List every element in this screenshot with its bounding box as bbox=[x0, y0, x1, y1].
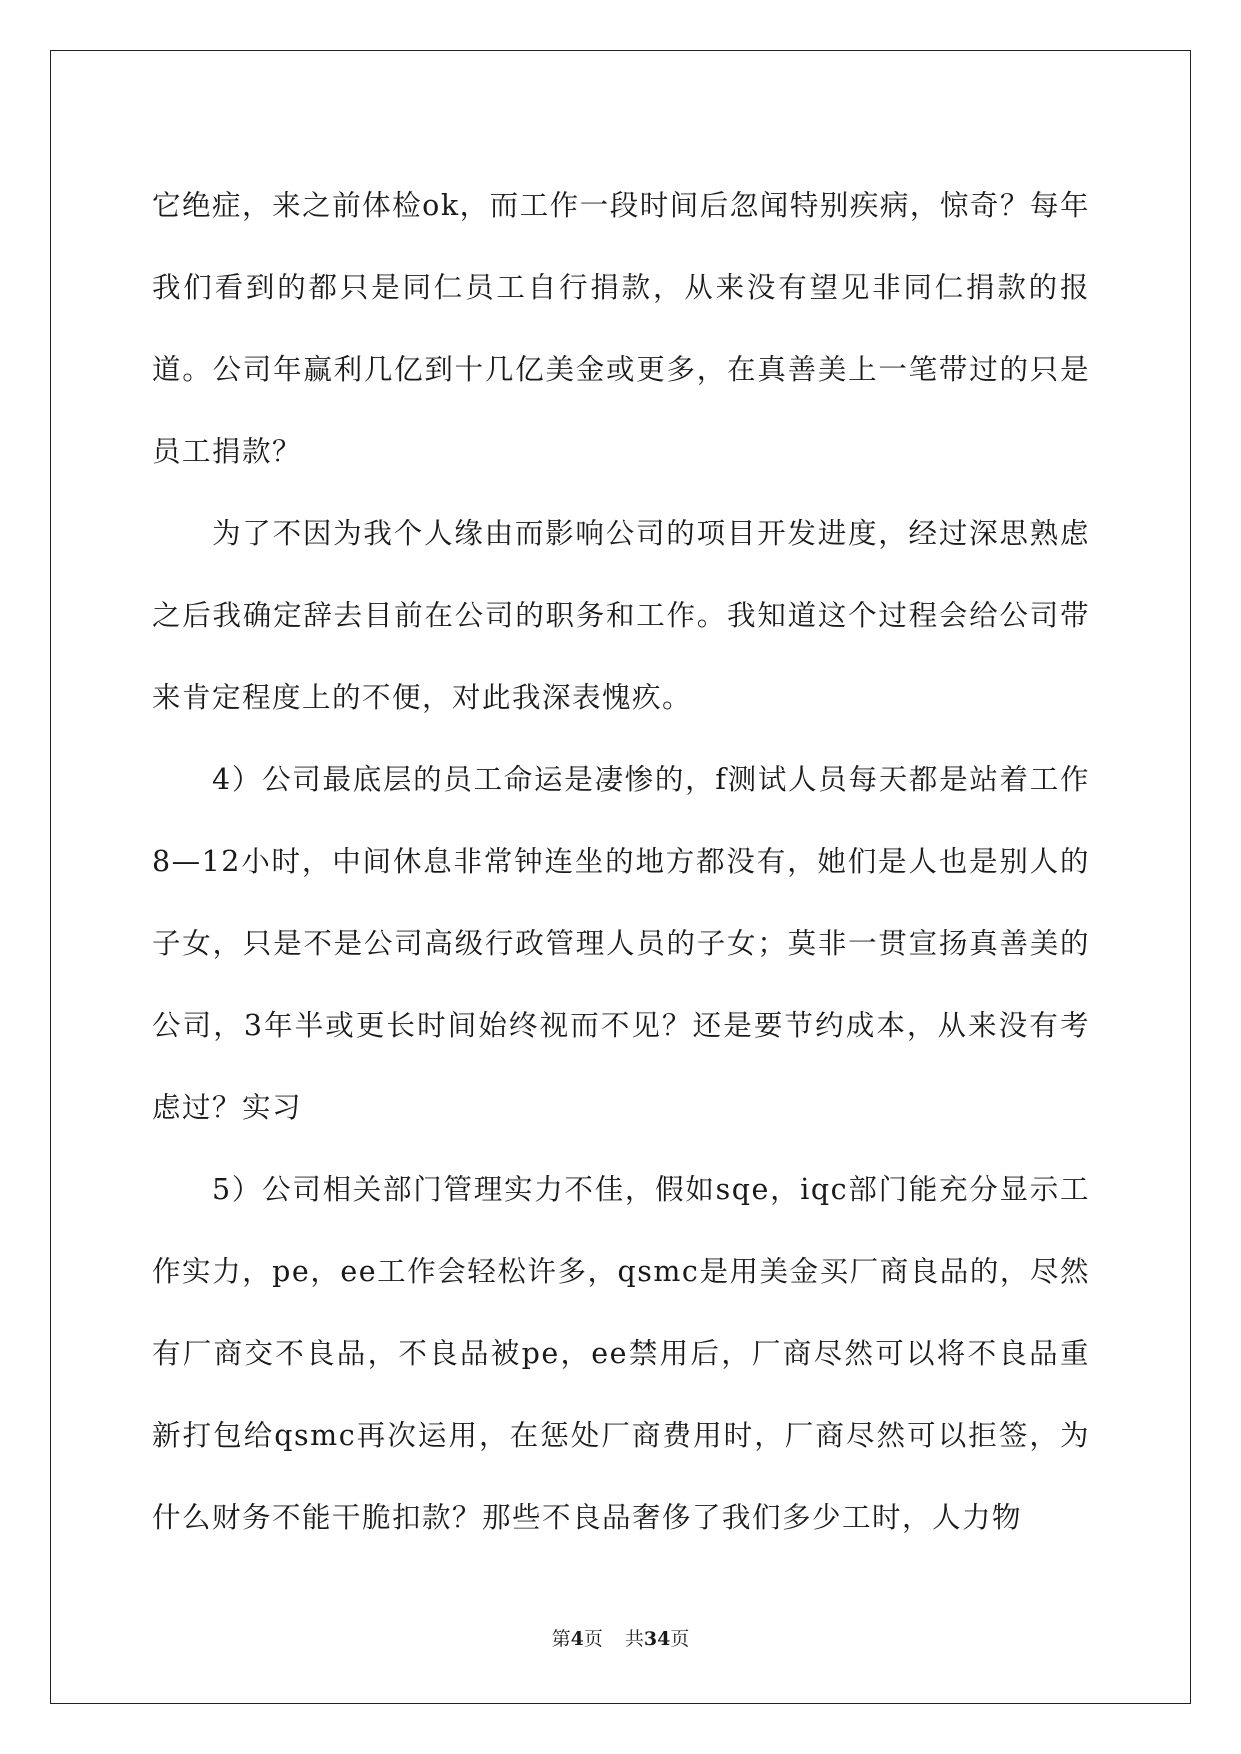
paragraph-1: 它绝症，来之前体检ok，而工作一段时间后忽闻特别疾病，惊奇？每年我们看到的都只是同仁员工自行捐款，从来没有望见非同仁捐款的报道。公司年赢利几亿到十几亿美金或更多，在真善美上一笔带过的只是员工捐款？ bbox=[152, 189, 1090, 468]
footer-prefix: 第 bbox=[551, 1628, 571, 1650]
footer-total-suffix: 页 bbox=[670, 1628, 690, 1650]
paragraph-4: 5）公司相关部门管理实力不佳，假如sqe，iqc部门能充分显示工作实力，pe，ee工作会轻松许多，qsmc是用美金买厂商良品的，尽然有厂商交不良品，不良品被pe，ee禁用后，厂商尽然可以将不良品重新打包给qsmc再次运用，在惩处厂商费用时，厂商尽然可以拒签，为什么财务不能干脆扣款？那些不良品奢侈了我们多少工时，人力物 bbox=[152, 1173, 1090, 1534]
current-page-number: 4 bbox=[570, 1628, 584, 1650]
total-pages-number: 34 bbox=[643, 1628, 671, 1650]
document-body bbox=[152, 165, 1090, 1559]
paragraph-2: 为了不因为我个人缘由而影响公司的项目开发进度，经过深思熟虑之后我确定辞去目前在公司的职务和工作。我知道这个过程会给公司带来肯定程度上的不便，对此我深表愧疚。 bbox=[152, 517, 1090, 714]
page-footer bbox=[0, 1624, 1241, 1651]
paragraph-3: 4）公司最底层的员工命运是凄惨的，f测试人员每天都是站着工作8—12小时，中间休息非常钟连坐的地方都没有，她们是人也是别人的子女，只是不是公司高级行政管理人员的子女；莫非一贯宣扬真善美的公司，3年半或更长时间始终视而不见？还是要节约成本，从来没有考虑过？实习 bbox=[152, 763, 1090, 1124]
footer-total-prefix: 共 bbox=[624, 1628, 644, 1650]
footer-page-suffix: 页 bbox=[583, 1628, 603, 1650]
